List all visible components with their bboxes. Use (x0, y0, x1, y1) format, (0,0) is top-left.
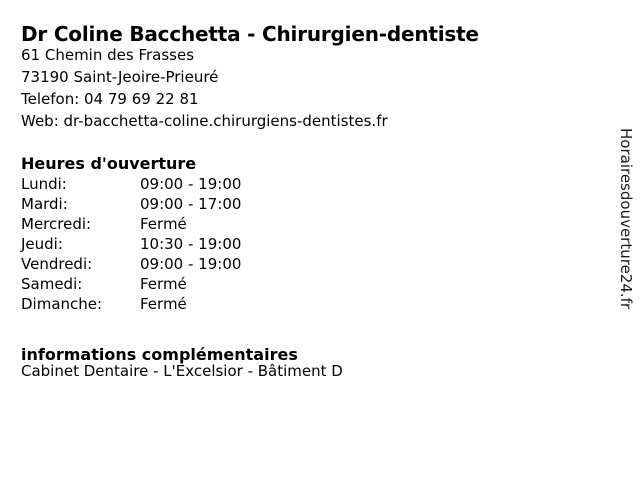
contact-block (21, 44, 388, 132)
day-label: Dimanche: (21, 295, 103, 313)
hours-row-thursday (21, 234, 241, 254)
address-city: 73190 Saint-Jeoire-Prieuré (21, 68, 219, 86)
day-hours: Fermé (140, 215, 187, 233)
day-label: Vendredi: (21, 255, 93, 273)
day-label: Samedi: (21, 275, 83, 293)
day-hours: 09:00 - 19:00 (140, 175, 242, 193)
watermark-vertical-text: Horairesdouverture24.fr (617, 128, 635, 310)
additional-info-text: Cabinet Dentaire - L'Excelsior - Bâtiment D (21, 362, 343, 380)
day-label: Lundi: (21, 175, 67, 193)
website-line: Web: dr-bacchetta-coline.chirurgiens-dentistes.fr (21, 112, 388, 130)
hours-row-saturday (21, 274, 241, 294)
opening-hours-table (21, 174, 241, 314)
day-hours: 09:00 - 19:00 (140, 255, 242, 273)
hours-row-sunday (21, 294, 241, 314)
hours-row-monday (21, 174, 241, 194)
hours-row-wednesday (21, 214, 241, 234)
address-street: 61 Chemin des Frasses (21, 46, 195, 64)
day-hours: Fermé (140, 275, 187, 293)
phone-line: Telefon: 04 79 69 22 81 (21, 90, 199, 108)
day-label: Jeudi: (21, 235, 63, 253)
day-label: Mardi: (21, 195, 68, 213)
day-hours: 10:30 - 19:00 (140, 235, 242, 253)
hours-row-tuesday (21, 194, 241, 214)
day-hours: 09:00 - 17:00 (140, 195, 242, 213)
page-title: Dr Coline Bacchetta - Chirurgien-dentiste (21, 22, 479, 47)
day-label: Mercredi: (21, 215, 92, 233)
day-hours: Fermé (140, 295, 187, 313)
opening-hours-heading: Heures d'ouverture (21, 154, 197, 174)
hours-row-friday (21, 254, 241, 274)
additional-info-heading: informations complémentaires (21, 345, 298, 365)
